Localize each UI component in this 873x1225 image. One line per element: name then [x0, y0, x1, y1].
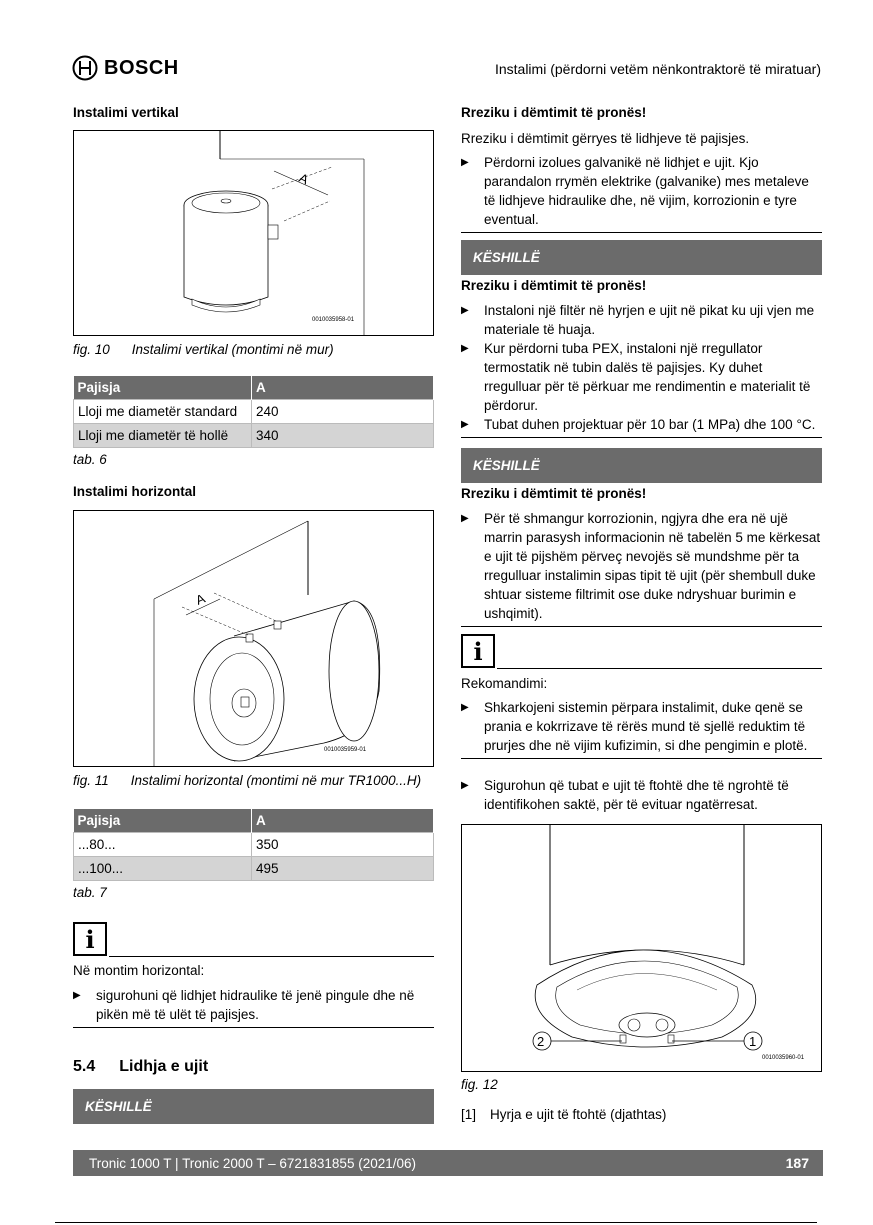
- figure-10: [73, 130, 434, 336]
- info-block-right: [461, 634, 822, 668]
- table-cell: Lloji me diametër të hollë: [74, 423, 252, 447]
- legend-item: [461, 1105, 822, 1124]
- section-number: 5.4: [73, 1058, 96, 1075]
- footer-doc-ref: Tronic 1000 T | Tronic 2000 T – 6721831855 (2021/06): [89, 1155, 416, 1171]
- table-cell: 495: [252, 856, 434, 880]
- table-header-cell: A: [252, 376, 434, 399]
- legend-text: Hyrja e ujit të ftohtë (djathtas): [490, 1107, 667, 1122]
- heater-bottom-drawing: [462, 825, 821, 1071]
- table-row: [74, 856, 434, 880]
- legend-number: [1]: [461, 1107, 477, 1122]
- vertical-heater-drawing: [74, 131, 433, 335]
- dimension-label: A: [296, 170, 311, 188]
- section-heading: [73, 1057, 434, 1076]
- bosch-armature-icon: [72, 55, 98, 81]
- figure-text: Instalimi horizontal (montimi në mur TR1000...H): [130, 773, 422, 788]
- figure-12: [461, 824, 822, 1072]
- table-header-cell: Pajisja: [74, 809, 252, 832]
- horizontal-heater-drawing: [74, 511, 433, 766]
- figure-12-caption: fig. 12: [461, 1077, 498, 1092]
- info-icon: i: [461, 634, 495, 668]
- info-list: [73, 986, 434, 1028]
- figure-code: 0010035960-01: [762, 1055, 805, 1061]
- info-title: Rekomandimi:: [461, 676, 548, 691]
- warning-list: [461, 301, 822, 438]
- figure-number: fig. 10: [73, 342, 110, 357]
- vertical-heading: Instalimi vertikal: [73, 105, 179, 120]
- warning-list: [461, 509, 822, 627]
- dimension-label: A: [193, 590, 208, 608]
- table-header-row: [74, 376, 434, 399]
- table-cell: 340: [252, 423, 434, 447]
- table-7: [73, 809, 434, 881]
- section-title: Lidhja e ujit: [119, 1058, 209, 1075]
- page-footer: [73, 1150, 823, 1176]
- info-title: Në montim horizontal:: [73, 963, 205, 978]
- keshille-banner: KËSHILLË: [461, 448, 822, 483]
- info-block-left: [73, 922, 434, 956]
- warning-title: Rreziku i dëmtimit të pronës!: [461, 105, 647, 120]
- info-list: [461, 698, 822, 759]
- figure-10-caption: [73, 340, 434, 359]
- horizontal-heading: Instalimi horizontal: [73, 484, 197, 499]
- list-item: ▶ Përdorni izolues galvanikë në lidhjet e ujit. Kjo parandalon rrymën elektrike (galvanike) mes metaleve të lidhjeve hidraulike dhe, në vijim, korrozionin e tyre eventual.: [461, 153, 822, 229]
- list-item: ▶ Kur përdorni tuba PEX, instaloni një rregullator termostatik në tubin dalës të pajisjes. Ky duhet rregulluar për të përkuar me rendimentin e materialit të përdorur.: [461, 339, 822, 415]
- table-row: [74, 423, 434, 447]
- list-item: ▶ Instaloni një filtër në hyrjen e ujit në pikat ku uji vjen me materiale të huaja.: [461, 301, 822, 339]
- warning-list: [461, 153, 822, 233]
- keshille-banner: KËSHILLË: [73, 1089, 434, 1124]
- table-cell: Lloji me diametër standard: [74, 399, 252, 423]
- figure-code: 0010035959-01: [324, 747, 367, 753]
- list-item: ▶ Tubat duhen projektuar për 10 bar (1 MPa) dhe 100 °C.: [461, 415, 822, 434]
- table-row: [74, 399, 434, 423]
- table-header-cell: A: [252, 809, 434, 832]
- list-item: ▶ Për të shmangur korrozionin, ngjyra dhe era në ujë marrin parasysh informacionin në tabelën 5 me kërkesat e ujit të pijshëm përveç nevojës së mundshme për ta rregulluar instalimin sipas tipit të ujit (për shembull duke shtuar sisteme filtrimit ose duke ndryshuar burimin e ushqimit).: [461, 509, 822, 623]
- table-6: [73, 376, 434, 448]
- figure-code: 0010035958-01: [312, 317, 355, 323]
- figure-11-caption: [73, 771, 434, 790]
- brand-name: BOSCH: [104, 56, 179, 79]
- list-item: ▶ sigurohuni që lidhjet hidraulike të jenë pingule dhe në pikën më të ulët të pajisjes.: [73, 986, 434, 1024]
- page-number: 187: [785, 1154, 809, 1171]
- warning-title: Rreziku i dëmtimit të pronës!: [461, 486, 647, 501]
- table-cell: 240: [252, 399, 434, 423]
- callout-1: 1: [749, 1034, 757, 1049]
- figure-number: fig. 11: [73, 773, 109, 788]
- table-7-caption: tab. 7: [73, 885, 107, 900]
- table-6-caption: tab. 6: [73, 452, 107, 467]
- list-item: ▶ Sigurohun që tubat e ujit të ftohtë dhe të ngrohtë të identifikohen saktë, për të evituar ngatërresat.: [461, 776, 822, 814]
- brand-logo: [72, 55, 179, 81]
- figure-11: [73, 510, 434, 767]
- instruction-list: [461, 776, 822, 814]
- warning-title: Rreziku i dëmtimit të pronës!: [461, 278, 647, 293]
- table-header-row: [74, 809, 434, 832]
- bottom-rule: [55, 1222, 817, 1223]
- list-item: ▶ Shkarkojeni sistemin përpara instalimit, duke qenë se prania e kokrrizave të rërës mund të sjellë reduktim të prurjes dhe në vijim kufizimin, si dhe pengimin e plotë.: [461, 698, 822, 755]
- figure-text: Instalimi vertikal (montimi në mur): [131, 342, 334, 357]
- table-cell: 350: [252, 832, 434, 856]
- warning-text: Rreziku i dëmtimit gërryes të lidhjeve të pajisjes.: [461, 131, 750, 146]
- table-cell: ...100...: [74, 856, 252, 880]
- table-row: [74, 832, 434, 856]
- running-header: Instalimi (përdorni vetëm nënkontraktorë të miratuar): [494, 61, 821, 77]
- keshille-banner: KËSHILLË: [461, 240, 822, 275]
- info-icon: i: [73, 922, 107, 956]
- table-cell: ...80...: [74, 832, 252, 856]
- callout-2: 2: [537, 1034, 545, 1049]
- table-header-cell: Pajisja: [74, 376, 252, 399]
